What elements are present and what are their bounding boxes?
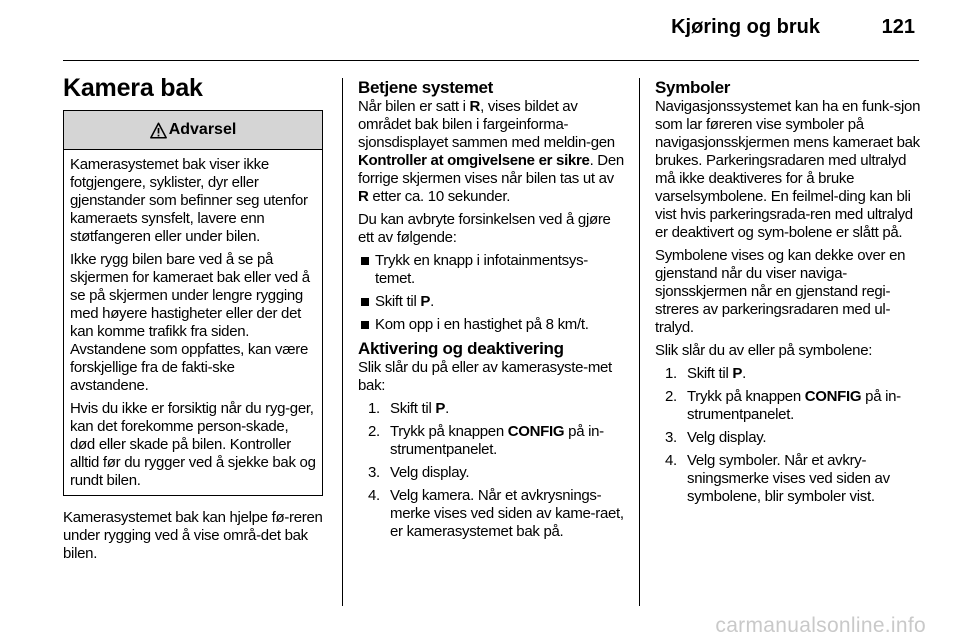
operation-heading: Betjene systemet xyxy=(358,78,494,97)
warning-header xyxy=(64,111,322,150)
column-divider-right xyxy=(639,78,640,606)
header-rule xyxy=(63,60,919,61)
list-item: Skift til P. xyxy=(358,293,626,311)
symbols-paragraph: Navigasjonssystemet kan ha en funk-sjon som lar føreren vise symboler på navigasjonsskjermen mens kameraet bak brukes. Parkeringsradaren med ultralyd må ikke deaktiveres for å bruke varselsymbolene. En feilmel-ding kan bli vist hvis parkeringsrada-ren med ultralyd er deaktivert og sym-bolene er slått på. xyxy=(655,98,921,241)
warning-body xyxy=(64,150,322,490)
bullet-square-icon xyxy=(361,298,369,306)
list-item: 4. Velg symboler. Når et avkry-sningsmerke vises ved siden av symbolene, blir symboler vist. xyxy=(665,452,890,505)
warning-paragraph: Hvis du ikke er forsiktig når du ryg-ger, kan det forekomme person-skade, død eller skade på bilen. Kontroller alltid før du rygger ved å sjekke bak og rundt bilen. xyxy=(70,400,316,489)
list-item: 1. Skift til P. xyxy=(665,365,746,382)
operation-paragraph: Når bilen er satt i R, vises bildet av området bak bilen i fargeinforma-sjonsdisplayet sammen med meldin-gen Kontroller at omgivelsene er sikre. Den forrige skjermen vises når bilen tas ut av R etter ca. 10 sekunder. xyxy=(358,98,624,205)
symbols-heading: Symboler xyxy=(655,78,731,97)
symbols-paragraph: Symbolene vises og kan dekke over en gjenstand når du viser naviga-sjonsskjermen når en gjenstand regi-streres av parkeringsradaren med ul-tralyd. xyxy=(655,247,906,336)
list-item: 2. Trykk på knappen CONFIG på in-strumentpanelet. xyxy=(665,388,901,423)
list-item: 4. Velg kamera. Når et avkrysnings-merke vises ved siden av kame-raet, er kamerasystemet bak på. xyxy=(368,487,624,540)
warning-paragraph: Ikke rygg bilen bare ved å se på skjermen for kameraet bak eller ved å se på skjermen under lengre rygging med høyere hastigheter eller der det kan komme trafikk fra siden. Avstandene som oppfattes, kan være forskjellige fra de fakti-ske avstandene. xyxy=(70,251,310,394)
intro-paragraph: Kamerasystemet bak kan hjelpe fø-reren under rygging ved å vise områ-det bak bilen. xyxy=(63,509,323,562)
bullet-square-icon xyxy=(361,321,369,329)
bullet-list xyxy=(358,252,626,334)
operation-column xyxy=(358,78,626,546)
warning-paragraph: Kamerasystemet bak viser ikke fotgjengere, syklister, dyr eller gjenstander som befinner seg utenfor kameraets synsfelt, lavere enn støtfangeren eller under bilen. xyxy=(70,156,308,245)
list-item: Trykk en knapp i infotainmentsys-temet. xyxy=(358,252,626,288)
list-item: Kom opp i en hastighet på 8 km/t. xyxy=(358,316,626,334)
watermark: carmanualsonline.info xyxy=(715,614,926,637)
bullet-square-icon xyxy=(361,257,369,265)
warning-label: Advarsel xyxy=(168,121,237,138)
list-item: 1. Skift til P. xyxy=(368,400,449,417)
warning-triangle-icon xyxy=(150,122,167,139)
intro-section xyxy=(63,509,327,568)
activation-heading: Aktivering og deaktivering xyxy=(358,339,564,358)
symbols-paragraph: Slik slår du av eller på symbolene: xyxy=(655,342,873,359)
header-title: Kjøring og bruk xyxy=(671,16,820,38)
list-item: 3. Velg display. xyxy=(665,429,767,446)
activation-steps xyxy=(358,400,626,541)
list-item: 2. Trykk på knappen CONFIG på in-strumentpanelet. xyxy=(368,423,604,458)
page-title: Kamera bak xyxy=(63,74,203,102)
page-number: 121 xyxy=(881,16,915,38)
delay-paragraph: Du kan avbryte forsinkelsen ved å gjøre ett av følgende: xyxy=(358,211,611,246)
activation-intro: Slik slår du på eller av kamerasyste-met bak: xyxy=(358,359,612,394)
list-item: 3. Velg display. xyxy=(368,464,470,481)
warning-box xyxy=(63,110,323,496)
symbols-steps xyxy=(655,365,925,506)
column-divider-left xyxy=(342,78,343,606)
symbols-column xyxy=(655,78,925,511)
